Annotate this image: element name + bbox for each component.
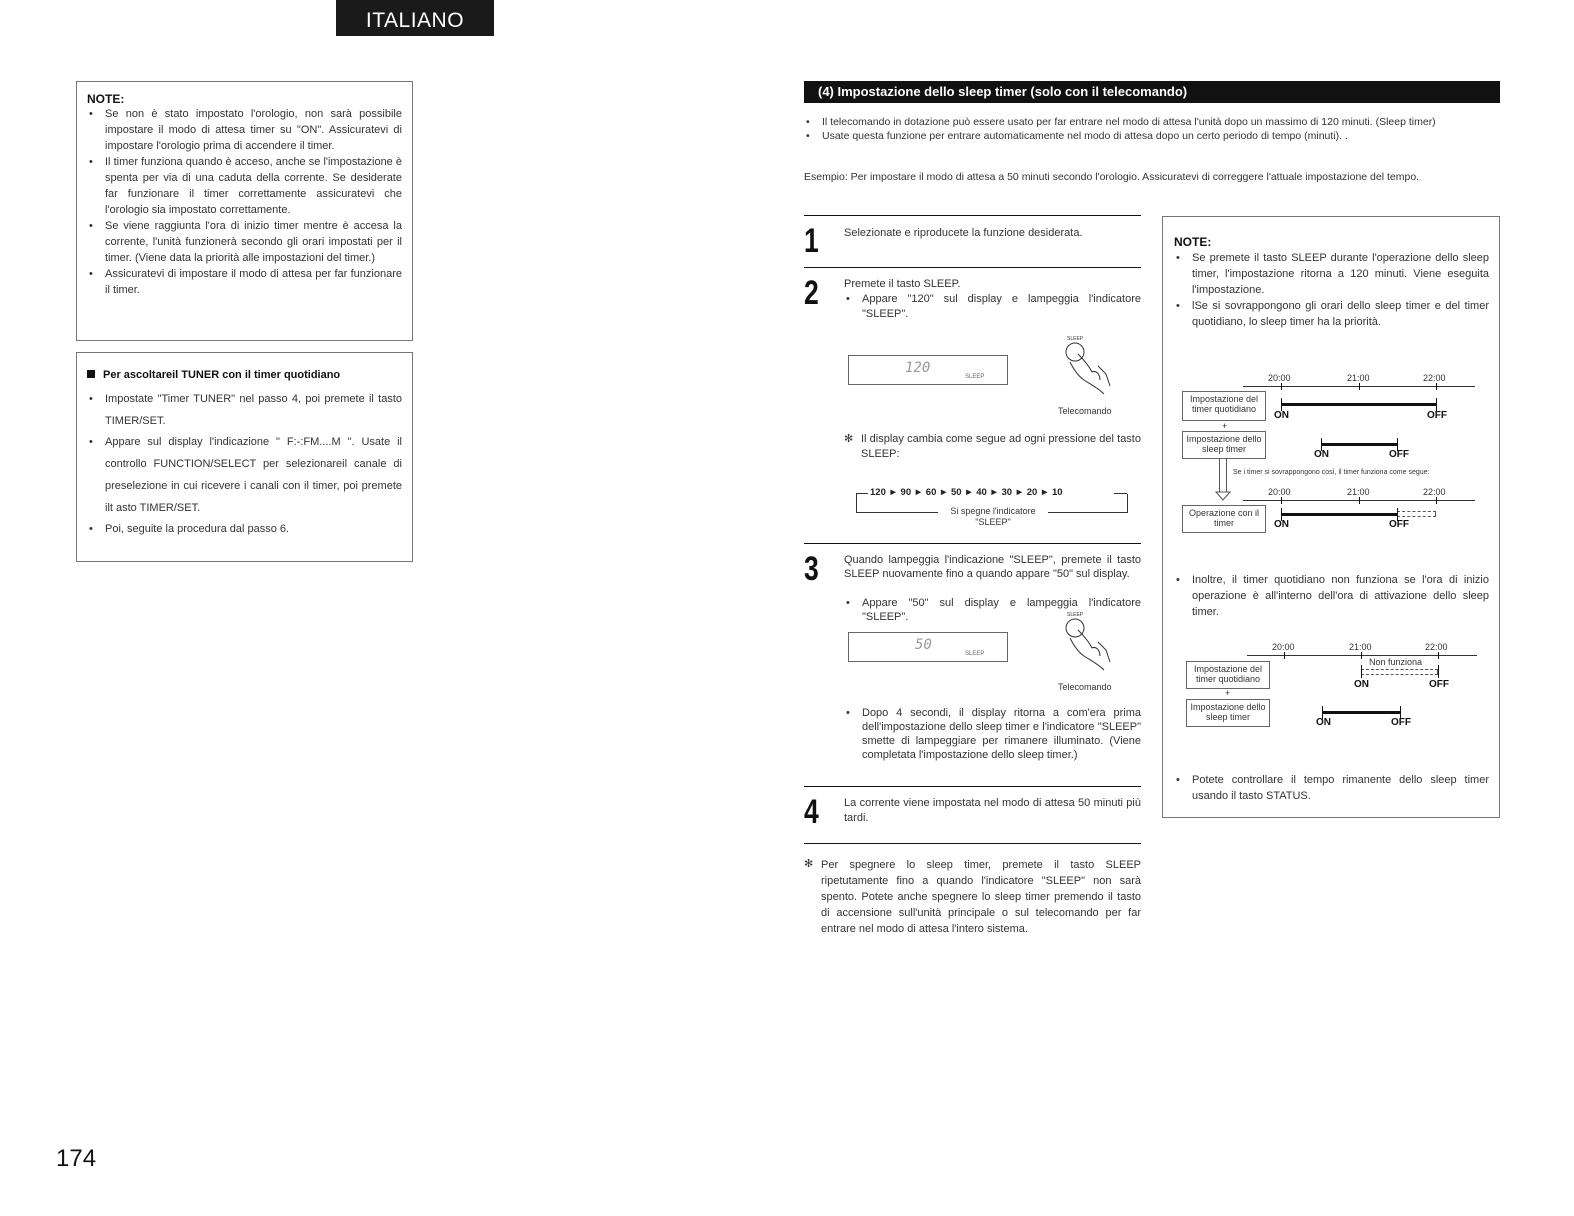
display-indicator: SLEEP — [965, 374, 985, 380]
list-item: • Il timer funziona quando è acceso, anche se l'impostazione è spenta per via di una caduta della corrente. Se desiderate far funzionare il timer correttamente assicuratevi che l'orologio sia impostato correttamente. — [87, 154, 402, 218]
cancelled-bar — [1397, 511, 1436, 517]
right-notes-title: NOTE: — [1174, 235, 1212, 249]
step-2-note: Il display cambia come segue ad ogni pressione del tasto SLEEP: — [861, 433, 1141, 460]
step-number-1: 1 — [804, 222, 819, 260]
language-tab: ITALIANO — [336, 0, 494, 36]
asterisk-icon: ✻ — [844, 433, 854, 445]
list-item: • Potete controllare il tempo rimanente dello sleep timer usando il tasto STATUS. — [1174, 772, 1489, 804]
right-notes-box — [1162, 216, 1500, 818]
time-label: 21:00 — [1347, 373, 1370, 383]
operation-bar — [1281, 513, 1397, 516]
step-1-text: Selezionate e riproducete la funzione desiderata. — [844, 227, 1083, 239]
sleep-timer-label: Impostazione dello sleep timer — [1186, 699, 1270, 727]
bar-tick — [1438, 665, 1439, 678]
time-label: 21:00 — [1347, 487, 1370, 497]
daily-timer-bar — [1281, 403, 1436, 406]
off-label: OFF — [1389, 519, 1409, 530]
step-number-2: 2 — [804, 274, 819, 312]
display-indicator: SLEEP — [965, 651, 985, 657]
tuner-box — [76, 352, 413, 562]
list-item: • Appare "50" sul display e lampeggia l'indicatore "SLEEP". — [844, 596, 1141, 624]
time-label: 22:00 — [1423, 373, 1446, 383]
sequence-line — [1114, 493, 1127, 494]
sleep-timer-bar — [1322, 711, 1400, 714]
bar-tick — [1361, 665, 1362, 678]
sleep-sequence-diagram — [856, 484, 1128, 532]
list-item: • Usate questa funzione per entrare automaticamente nel modo di attesa dopo un certo periodo di tempo (minuti). . — [804, 129, 1500, 143]
cancelled-bar — [1361, 669, 1438, 675]
axis-tick — [1438, 652, 1439, 659]
notes-box — [76, 81, 413, 341]
step-divider — [804, 543, 1141, 544]
display-value: 50 — [915, 637, 932, 653]
square-bullet-icon — [87, 370, 95, 378]
off-label: OFF — [1427, 410, 1447, 421]
off-label: OFF — [1389, 449, 1409, 460]
step-number-3: 3 — [804, 550, 819, 588]
list-item: • Il telecomando in dotazione può essere usato per far entrare nel modo di attesa l'unità dopo un massimo di 120 minuti. (Sleep timer) — [804, 115, 1500, 129]
page-number: 174 — [56, 1145, 97, 1172]
step-3-bullets-2 — [844, 706, 1141, 762]
tuner-title: Per ascoltareil TUNER con il timer quotidiano — [103, 369, 341, 381]
tuner-title-row — [87, 369, 402, 381]
time-label: 22:00 — [1425, 642, 1448, 652]
time-label: 20:00 — [1268, 487, 1291, 497]
list-item: • Se viene raggiunta l'ora di inizio timer mentre è accesa la corrente, l'unità funzionerà secondo gli orari impostati per il timer. (Viene data la priorità alle impostazioni del timer.) — [87, 218, 402, 266]
footnote-text: Per spegnere lo sleep timer, premete il tasto SLEEP ripetutamente fino a quando l'indicatore "SLEEP" non sarà spento. Potete anche spegnere lo sleep timer premendo il tasto di accensione sull'unità principale o sul telecomando per far entrare nel modo di attesa l'intero sistema. — [821, 859, 1141, 935]
step-2-bullets — [844, 292, 1141, 322]
step-3-text: Quando lampeggia l'indicazione "SLEEP", premete il tasto SLEEP nuovamente fino a quando appare "50" sul display. — [844, 554, 1141, 580]
time-label: 20:00 — [1268, 373, 1291, 383]
time-axis — [1247, 655, 1477, 656]
daily-timer-label: Impostazione del timer quotidiano — [1182, 391, 1266, 421]
asterisk-icon: ✻ — [804, 858, 814, 870]
arrow-head-icon — [1215, 491, 1231, 501]
plus-sign: + — [1225, 688, 1231, 698]
list-item: • lSe si sovrappongono gli orari dello sleep timer e del timer quotidiano, lo sleep timer ha la priorità. — [1174, 298, 1489, 330]
intro-list — [804, 115, 1500, 143]
right-notes-list-2 — [1174, 572, 1489, 620]
down-arrow — [1219, 459, 1227, 493]
sleep-timer-label: Impostazione dello sleep timer — [1182, 431, 1266, 459]
not-working-label: Non funziona — [1369, 657, 1423, 667]
axis-tick — [1359, 383, 1360, 390]
step-divider — [804, 843, 1141, 844]
axis-tick — [1281, 383, 1282, 390]
time-label: 22:00 — [1423, 487, 1446, 497]
lcd-display — [848, 355, 1008, 385]
step-4-text: La corrente viene impostata nel modo di attesa 50 minuti più tardi. — [844, 797, 1141, 824]
list-item: • Appare "120" sul display e lampeggia l'indicatore "SLEEP". — [844, 292, 1141, 322]
on-label: ON — [1314, 449, 1329, 460]
remote-button-label: SLEEP — [1067, 612, 1084, 618]
daily-timer-label: Impostazione del timer quotidiano — [1186, 661, 1270, 689]
sleep-timer-bar — [1321, 443, 1397, 446]
intro — [804, 115, 1500, 143]
conflict-diagram — [1163, 637, 1501, 737]
overlap-caption: Se i timer si sovrappongono così, il timer funziona come segue: — [1233, 469, 1430, 476]
section-title: (4) Impostazione dello sleep timer (solo con il telecomando) — [804, 81, 1500, 103]
list-item: • Impostate "Timer TUNER" nel passo 4, poi premete il tasto TIMER/SET. — [87, 389, 402, 432]
on-label: ON — [1354, 679, 1369, 690]
time-label: 21:00 — [1349, 642, 1372, 652]
list-item: • Assicuratevi di impostare il modo di attesa per far funzionare il timer. — [87, 266, 402, 298]
list-item: • Appare sul display l'indicazione " F:-:FM....M ". Usate il controllo FUNCTION/SELECT per selezionareil canale di preselezione in cui ricevere i canali con il timer, poi premete ilt asto TIMER/SET. — [87, 432, 402, 519]
display-value: 120 — [905, 360, 931, 376]
sequence-values: 120 ► 90 ► 60 ► 50 ► 40 ► 30 ► 20 ► 10 — [870, 487, 1063, 498]
notes-list — [87, 106, 402, 298]
right-notes-list-3 — [1174, 772, 1489, 804]
on-label: ON — [1274, 410, 1289, 421]
remote-caption: Telecomando — [1058, 406, 1112, 416]
on-label: ON — [1274, 519, 1289, 530]
axis-tick — [1436, 383, 1437, 390]
list-item: • Poi, seguite la procedura dal passo 6. — [87, 519, 402, 541]
remote-button-label: SLEEP — [1067, 336, 1084, 342]
off-label: OFF — [1429, 679, 1449, 690]
overlap-diagram — [1163, 367, 1501, 537]
step-number-4: 4 — [804, 793, 819, 831]
list-item: • Dopo 4 secondi, il display ritorna a com'era prima dell'impostazione dello sleep timer e l'indicatore "SLEEP" smette di lampeggiare per rimanere illuminato. (Viene completata l'impostazione dello sleep timer.) — [844, 706, 1141, 762]
step-divider — [804, 215, 1141, 216]
remote-hand-icon — [1058, 612, 1120, 676]
notes-title: NOTE: — [87, 92, 125, 106]
lcd-display — [848, 632, 1008, 662]
axis-tick — [1436, 497, 1437, 504]
step-divider — [804, 786, 1141, 787]
list-item: • Inoltre, il timer quotidiano non funziona se l'ora di inizio operazione è all'interno dell'ora di attivazione dello sleep timer. — [1174, 572, 1489, 620]
on-label: ON — [1316, 717, 1331, 728]
axis-tick — [1281, 497, 1282, 504]
right-notes-list — [1174, 250, 1489, 330]
plus-sign: + — [1222, 421, 1228, 431]
off-label: OFF — [1391, 717, 1411, 728]
step-2-text: Premete il tasto SLEEP. — [844, 278, 961, 290]
axis-tick — [1284, 652, 1285, 659]
example-text: Esempio: Per impostare il modo di attesa a 50 minuti secondo l'orologio. Assicuratevi di correggere l'attuale impostazione del tempo. — [804, 171, 1420, 183]
sequence-return-label: Si spegne l'indicatore "SLEEP" — [938, 506, 1048, 528]
list-item: • Se premete il tasto SLEEP durante l'operazione dello sleep timer, l'impostazione ritorna a 120 minuti. Viene eseguita l'impostazione. — [1174, 250, 1489, 298]
step-divider — [804, 267, 1141, 268]
remote-caption: Telecomando — [1058, 682, 1112, 692]
axis-tick — [1361, 652, 1362, 659]
tuner-list — [87, 389, 402, 541]
remote-hand-icon — [1058, 336, 1120, 400]
time-label: 20:00 — [1272, 642, 1295, 652]
axis-tick — [1359, 497, 1360, 504]
list-item: • Se non è stato impostato l'orologio, non sarà possibile impostare il modo di attesa timer su "ON". Assicuratevi di impostare l'orologio prima di accendere il timer. — [87, 106, 402, 154]
operation-label: Operazione con il timer — [1182, 505, 1266, 533]
